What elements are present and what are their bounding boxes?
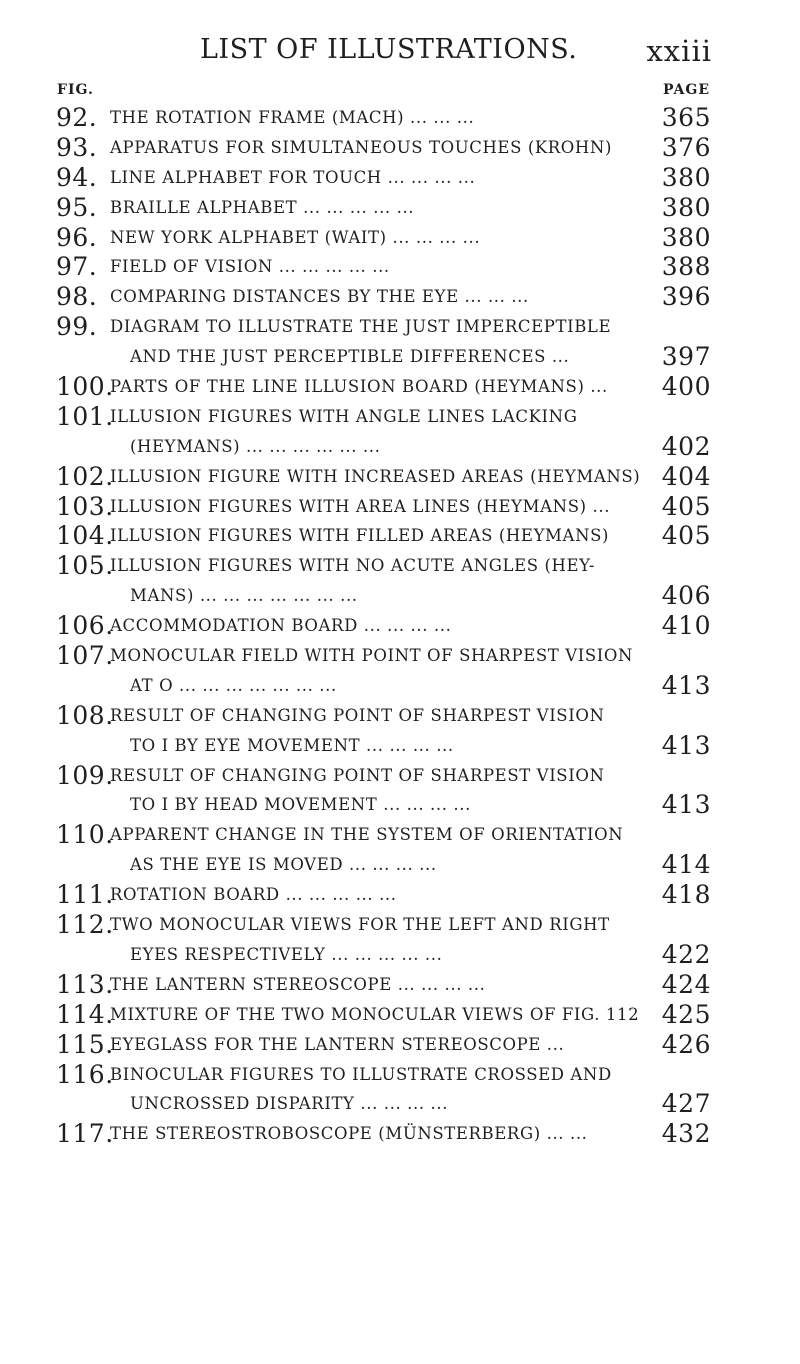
page-reference: 396 [661, 282, 711, 312]
figure-caption: TO I BY EYE MOVEMENT ... ... ... ... [130, 735, 454, 755]
figure-caption: RESULT OF CHANGING POINT OF SHARPEST VISION [110, 705, 605, 725]
list-item [0, 282, 800, 312]
page-reference: 380 [661, 192, 711, 222]
figure-number: 111. [56, 880, 114, 910]
page-reference: 418 [661, 880, 711, 910]
list-item [0, 611, 800, 641]
figure-caption: NEW YORK ALPHABET (WAIT) ... ... ... ... [110, 227, 481, 247]
list-item [0, 193, 800, 223]
figure-number: 98. [56, 282, 98, 312]
page-header [200, 34, 712, 70]
figure-number: 105. [56, 551, 114, 581]
figure-caption: ILLUSION FIGURE WITH INCREASED AREAS (HEYMANS) [110, 466, 641, 486]
figure-number: 102. [56, 461, 114, 491]
list-item [0, 492, 800, 522]
list-item [0, 342, 800, 372]
roman-page-number: xxiii [646, 34, 712, 68]
figure-caption: FIELD OF VISION ... ... ... ... ... [110, 257, 390, 277]
figure-caption: EYES RESPECTIVELY ... ... ... ... ... [130, 944, 443, 964]
figure-number: 101. [56, 401, 114, 431]
figure-caption: TO I BY HEAD MOVEMENT ... ... ... ... [130, 795, 471, 815]
figure-number: 113. [56, 969, 114, 999]
list-item [0, 521, 800, 551]
page-reference: 410 [661, 611, 711, 641]
list-item [0, 103, 800, 133]
list-item [0, 910, 800, 940]
figure-number: 96. [56, 222, 98, 252]
figure-caption: AT O ... ... ... ... ... ... ... [130, 675, 337, 695]
page-reference: 380 [661, 222, 711, 252]
list-item [0, 462, 800, 492]
page-reference: 400 [661, 372, 711, 402]
list-item [0, 970, 800, 1000]
list-item [0, 701, 800, 731]
figure-number: 106. [56, 611, 114, 641]
list-item [0, 252, 800, 282]
figure-caption: MANS) ... ... ... ... ... ... ... [130, 586, 358, 606]
figure-caption: AS THE EYE IS MOVED ... ... ... ... [130, 855, 437, 875]
page-reference: 427 [661, 1089, 711, 1119]
figure-number: 110. [56, 820, 114, 850]
illustrations-list [0, 103, 800, 1149]
figure-caption: TWO MONOCULAR VIEWS FOR THE LEFT AND RIGHT [110, 915, 610, 935]
figure-number: 94. [56, 162, 98, 192]
list-item [0, 761, 800, 791]
figure-caption: THE LANTERN STEREOSCOPE ... ... ... ... [110, 974, 486, 994]
page-reference: 425 [661, 999, 711, 1029]
list-item [0, 790, 800, 820]
page-column-heading: PAGE [663, 82, 710, 98]
list-item [0, 641, 800, 671]
figure-number: 108. [56, 700, 114, 730]
figure-number: 109. [56, 760, 114, 790]
page-reference: 380 [661, 162, 711, 192]
figure-caption: APPARENT CHANGE IN THE SYSTEM OF ORIENTATION [110, 825, 624, 845]
list-item [0, 1030, 800, 1060]
page-reference: 388 [661, 252, 711, 282]
page-reference: 414 [661, 850, 711, 880]
list-item [0, 581, 800, 611]
page-reference: 365 [661, 103, 711, 132]
figure-number: 107. [56, 641, 114, 671]
list-item [0, 850, 800, 880]
figure-caption: DIAGRAM TO ILLUSTRATE THE JUST IMPERCEPTIBLE [110, 317, 612, 337]
figure-caption: ROTATION BOARD ... ... ... ... ... [110, 885, 397, 905]
figure-caption: ILLUSION FIGURES WITH FILLED AREAS (HEYMANS) [110, 526, 610, 546]
figure-caption: ACCOMMODATION BOARD ... ... ... ... [110, 616, 452, 636]
figure-number: 104. [56, 521, 114, 551]
page-reference: 397 [661, 342, 711, 372]
page-reference: 424 [661, 969, 711, 999]
fig-column-heading: FIG. [57, 82, 94, 98]
list-item [0, 731, 800, 761]
list-item [0, 163, 800, 193]
figure-caption: MONOCULAR FIELD WITH POINT OF SHARPEST VISION [110, 646, 634, 666]
page-reference: 413 [661, 790, 711, 820]
list-item [0, 551, 800, 581]
figure-caption: AND THE JUST PERCEPTIBLE DIFFERENCES ... [130, 347, 570, 367]
page-reference: 405 [661, 521, 711, 551]
figure-caption: LINE ALPHABET FOR TOUCH ... ... ... ... [110, 167, 476, 187]
list-item [0, 1119, 800, 1149]
figure-number: 112. [56, 910, 114, 940]
figure-caption: UNCROSSED DISPARITY ... ... ... ... [130, 1094, 449, 1114]
page-reference: 432 [661, 1119, 711, 1149]
running-title: LIST OF ILLUSTRATIONS. [200, 34, 578, 65]
figure-number: 100. [56, 372, 114, 402]
figure-caption: RESULT OF CHANGING POINT OF SHARPEST VISION [110, 765, 605, 785]
figure-caption: PARTS OF THE LINE ILLUSION BOARD (HEYMANS) ... [110, 377, 608, 397]
figure-number: 114. [56, 999, 114, 1029]
figure-number: 97. [56, 252, 98, 282]
list-item [0, 1089, 800, 1119]
list-item [0, 133, 800, 163]
figure-number: 99. [56, 312, 98, 342]
page-reference: 406 [661, 581, 711, 611]
figure-caption: BINOCULAR FIGURES TO ILLUSTRATE CROSSED AND [110, 1064, 612, 1084]
figure-caption: THE ROTATION FRAME (MACH) ... ... ... [110, 108, 475, 127]
page-reference: 376 [661, 132, 711, 162]
list-item [0, 880, 800, 910]
list-item [0, 671, 800, 701]
figure-number: 103. [56, 491, 114, 521]
page-reference: 402 [661, 431, 711, 461]
figure-caption: COMPARING DISTANCES BY THE EYE ... ... ... [110, 287, 529, 307]
page-reference: 426 [661, 1029, 711, 1059]
list-item [0, 1000, 800, 1030]
list-item [0, 820, 800, 850]
list-item [0, 402, 800, 432]
page-reference: 413 [661, 730, 711, 760]
list-item [0, 312, 800, 342]
figure-number: 115. [56, 1029, 114, 1059]
figure-caption: ILLUSION FIGURES WITH ANGLE LINES LACKING [110, 406, 578, 426]
list-item [0, 1060, 800, 1090]
figure-caption: ILLUSION FIGURES WITH NO ACUTE ANGLES (HEY- [110, 556, 596, 576]
figure-caption: ILLUSION FIGURES WITH AREA LINES (HEYMANS) ... [110, 496, 611, 516]
list-item [0, 432, 800, 462]
list-item [0, 940, 800, 970]
list-item [0, 223, 800, 253]
page-reference: 405 [661, 491, 711, 521]
page-reference: 422 [661, 939, 711, 969]
figure-caption: MIXTURE OF THE TWO MONOCULAR VIEWS OF FIG. 112 [110, 1004, 640, 1024]
figure-number: 93. [56, 132, 98, 162]
figure-caption: EYEGLASS FOR THE LANTERN STEREOSCOPE ... [110, 1034, 565, 1054]
figure-caption: BRAILLE ALPHABET ... ... ... ... ... [110, 197, 415, 217]
page-reference: 413 [661, 670, 711, 700]
figure-caption: THE STEREOSTROBOSCOPE (MÜNSTERBERG) ... ... [110, 1124, 588, 1144]
figure-number: 95. [56, 192, 98, 222]
figure-number: 92. [56, 103, 98, 132]
figure-caption: APPARATUS FOR SIMULTANEOUS TOUCHES (KROHN) [110, 137, 612, 157]
page-reference: 404 [661, 461, 711, 491]
list-item [0, 372, 800, 402]
figure-caption: (HEYMANS) ... ... ... ... ... ... [130, 436, 381, 456]
figure-number: 117. [56, 1119, 114, 1149]
figure-number: 116. [56, 1059, 114, 1089]
